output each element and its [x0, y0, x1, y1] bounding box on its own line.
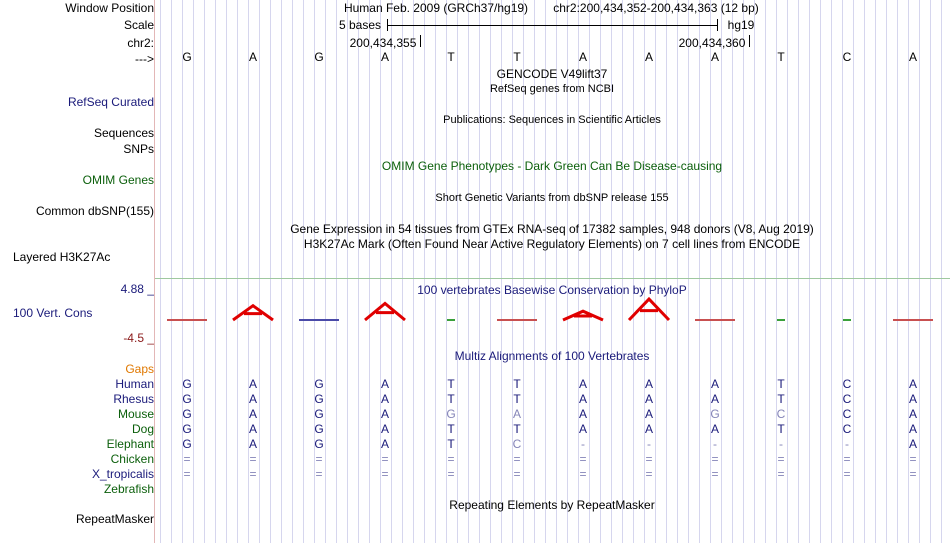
alignment-base: G: [314, 392, 324, 406]
alignment-base: =: [447, 452, 455, 466]
phylop-score-mark: [167, 319, 207, 321]
alignment-base: G: [182, 422, 192, 436]
species-label[interactable]: X_tropicalis: [91, 467, 154, 481]
coord-right-text: 200,434,360: [678, 36, 746, 50]
species-label[interactable]: Rhesus: [113, 392, 154, 406]
reference-base: A: [908, 50, 917, 64]
phylop-score-mark: [563, 311, 603, 320]
alignment-base: =: [315, 467, 323, 481]
grid-line: [336, 0, 337, 543]
phylop-score-mark: [497, 319, 537, 321]
grid-line: [402, 0, 403, 543]
genome-text: hg19: [727, 18, 755, 32]
omim-title[interactable]: OMIM Gene Phenotypes - Dark Green Can Be Disease-causing: [381, 159, 723, 173]
alignment-base: A: [248, 407, 257, 421]
alignment-base: G: [314, 422, 324, 436]
refseq-title[interactable]: RefSeq genes from NCBI: [489, 83, 615, 95]
grid-line: [831, 0, 832, 543]
alignment-base: =: [381, 452, 389, 466]
alignment-base: A: [578, 392, 587, 406]
grid-line: [666, 0, 667, 543]
grid-line: [886, 0, 887, 543]
alignment-base: =: [843, 452, 851, 466]
alignment-base: C: [842, 392, 852, 406]
alignment-base: =: [249, 452, 257, 466]
alignment-base: =: [381, 467, 389, 481]
phylop-score-mark: [695, 319, 735, 321]
reference-base: A: [710, 50, 719, 64]
alignment-base: A: [908, 422, 917, 436]
phylop-score-mark: [365, 304, 405, 321]
alignment-base: T: [513, 392, 521, 406]
alignment-base: =: [579, 467, 587, 481]
scale-label: Scale: [123, 18, 154, 32]
alignment-base: -: [713, 437, 717, 451]
alignment-base: G: [182, 437, 192, 451]
alignment-base: =: [447, 467, 455, 481]
grid-line: [413, 0, 414, 543]
grid-line: [424, 0, 425, 543]
grid-line: [215, 0, 216, 543]
alignment-base: =: [645, 452, 653, 466]
phylop-score-mark: [233, 306, 273, 320]
alignment-base: A: [908, 392, 917, 406]
species-label[interactable]: Chicken: [110, 452, 154, 466]
gtex-title[interactable]: Gene Expression in 54 tissues from GTEx RNA-seq of 17382 samples, 948 donors (V8, Aug 2019): [290, 222, 814, 236]
alignment-base: A: [644, 377, 653, 391]
alignment-base: T: [447, 437, 455, 451]
species-label[interactable]: Zebrafish: [103, 482, 154, 496]
window-position-label: Window Position: [65, 1, 154, 15]
alignment-base: A: [710, 422, 719, 436]
alignment-base: =: [711, 452, 719, 466]
grid-line: [897, 0, 898, 543]
assembly-text: Human Feb. 2009 (GRCh37/hg19): [343, 1, 529, 15]
alignment-base: A: [248, 377, 257, 391]
alignment-base: =: [513, 452, 521, 466]
alignment-base: A: [380, 437, 389, 451]
alignment-base: G: [182, 377, 192, 391]
alignment-base: T: [777, 392, 785, 406]
grid-line: [292, 0, 293, 543]
alignment-base: A: [512, 407, 521, 421]
track-label-column: [0, 0, 154, 543]
grid-line: [754, 0, 755, 543]
grid-line: [226, 0, 227, 543]
grid-line: [941, 0, 942, 543]
alignment-base: =: [645, 467, 653, 481]
alignment-base: A: [578, 407, 587, 421]
grid-line: [875, 0, 876, 543]
species-label[interactable]: Elephant: [106, 437, 154, 451]
phylop-score-mark: [447, 319, 455, 321]
dbsnp-title[interactable]: Short Genetic Variants from dbSNP release 155: [435, 192, 669, 204]
grid-line: [347, 0, 348, 543]
track-separator: [155, 278, 950, 279]
grid-line: [281, 0, 282, 543]
scale-text: 5 bases: [338, 18, 382, 32]
grid-line: [358, 0, 359, 543]
alignment-base: -: [581, 437, 585, 451]
alignment-base: T: [513, 422, 521, 436]
publications-title[interactable]: Publications: Sequences in Scientific Articles: [443, 114, 661, 126]
alignment-base: A: [908, 377, 917, 391]
track-label-dbsnp[interactable]: Common dbSNP(155): [35, 204, 154, 218]
phylop-score-mark: [777, 319, 785, 321]
phylop-score-mark: [299, 319, 339, 321]
alignment-base: A: [248, 392, 257, 406]
grid-line: [820, 0, 821, 543]
alignment-base: -: [647, 437, 651, 451]
alignment-base: T: [447, 377, 455, 391]
position-text: chr2:200,434,352-200,434,363 (12 bp): [553, 1, 759, 15]
alignment-base: C: [842, 377, 852, 391]
alignment-base: C: [776, 407, 786, 421]
repeatmasker-title[interactable]: Repeating Elements by RepeatMasker: [449, 498, 655, 512]
alignment-base: G: [710, 407, 720, 421]
coord-left-text: 200,434,355: [349, 36, 417, 50]
grid-line: [732, 0, 733, 543]
alignment-base: =: [183, 452, 191, 466]
alignment-base: A: [248, 422, 257, 436]
alignment-base: A: [710, 392, 719, 406]
grid-line: [798, 0, 799, 543]
coord-left-tick: [420, 35, 421, 47]
grid-line: [677, 0, 678, 543]
alignment-base: =: [249, 467, 257, 481]
alignment-base: =: [711, 467, 719, 481]
alignment-base: =: [843, 467, 851, 481]
track-label-h3k27ac[interactable]: Layered H3K27Ac: [13, 250, 111, 264]
alignment-base: =: [909, 452, 917, 466]
alignment-base: =: [183, 467, 191, 481]
grid-line: [633, 0, 634, 543]
phylop-score-mark: [893, 319, 933, 321]
alignment-base: -: [845, 437, 849, 451]
reference-base: T: [447, 50, 455, 64]
track-label-repeatmasker[interactable]: RepeatMasker: [75, 512, 154, 526]
alignment-base: G: [314, 437, 324, 451]
grid-line: [160, 0, 161, 543]
alignment-base: A: [380, 392, 389, 406]
grid-line: [864, 0, 865, 543]
alignment-base: A: [644, 422, 653, 436]
grid-line: [303, 0, 304, 543]
alignment-base: G: [182, 392, 192, 406]
gencode-title[interactable]: GENCODE V49lift37: [496, 67, 608, 81]
alignment-base: G: [446, 407, 456, 421]
alignment-base: =: [909, 467, 917, 481]
alignment-base: T: [447, 422, 455, 436]
track-label-snps[interactable]: SNPs: [123, 142, 154, 156]
track-label-omim[interactable]: OMIM Genes: [82, 173, 154, 187]
alignment-base: A: [380, 422, 389, 436]
alignment-base: G: [314, 407, 324, 421]
alignment-base: =: [777, 452, 785, 466]
alignment-base: A: [578, 422, 587, 436]
grid-line: [468, 0, 469, 543]
alignment-base: =: [315, 452, 323, 466]
reference-base: T: [777, 50, 785, 64]
grid-line: [435, 0, 436, 543]
species-label[interactable]: Human: [115, 377, 154, 391]
phylop-score-mark: [843, 319, 851, 321]
grid-line: [204, 0, 205, 543]
alignment-base: A: [248, 437, 257, 451]
reference-base: A: [644, 50, 653, 64]
alignment-base: -: [779, 437, 783, 451]
alignment-base: A: [908, 437, 917, 451]
grid-line: [622, 0, 623, 543]
alignment-base: T: [447, 392, 455, 406]
alignment-base: T: [777, 377, 785, 391]
grid-line: [809, 0, 810, 543]
alignment-base: A: [380, 407, 389, 421]
track-label-vert-cons[interactable]: 100 Vert. Cons: [13, 306, 93, 320]
alignment-base: G: [314, 377, 324, 391]
grid-line: [171, 0, 172, 543]
species-label[interactable]: Dog: [131, 422, 154, 436]
cons-max-label: 4.88 _: [120, 282, 154, 296]
reference-base: T: [513, 50, 521, 64]
alignment-base: G: [182, 407, 192, 421]
alignment-base: A: [380, 377, 389, 391]
alignment-base: =: [579, 452, 587, 466]
alignment-base: T: [777, 422, 785, 436]
alignment-base: C: [842, 407, 852, 421]
reference-base: G: [182, 50, 192, 64]
reference-base: G: [314, 50, 324, 64]
phylop-title[interactable]: 100 vertebrates Basewise Conservation by PhyloP: [417, 283, 687, 297]
alignment-base: =: [513, 467, 521, 481]
track-label-sequences[interactable]: Sequences: [93, 126, 154, 140]
track-label-gaps[interactable]: Gaps: [125, 362, 154, 376]
grid-line: [743, 0, 744, 543]
phylop-conservation-plot[interactable]: [155, 296, 950, 324]
reference-base: A: [578, 50, 587, 64]
coord-right-tick: [749, 35, 750, 47]
species-label[interactable]: Mouse: [117, 407, 154, 421]
chrom-label: chr2:: [127, 36, 154, 50]
h3k27ac-title[interactable]: H3K27Ac Mark (Often Found Near Active Regulatory Elements) on 7 cell lines from ENCODE: [303, 237, 801, 251]
cons-min-label: -4.5 _: [123, 331, 154, 345]
alignment-base: C: [842, 422, 852, 436]
alignment-base: T: [513, 377, 521, 391]
alignment-base: A: [644, 392, 653, 406]
alignment-base: C: [512, 437, 522, 451]
grid-line: [765, 0, 766, 543]
alignment-base: A: [908, 407, 917, 421]
grid-line: [479, 0, 480, 543]
alignment-base: A: [710, 377, 719, 391]
grid-line: [237, 0, 238, 543]
multiz-title[interactable]: Multiz Alignments of 100 Vertebrates: [454, 349, 650, 363]
grid-line: [369, 0, 370, 543]
grid-line: [270, 0, 271, 543]
reference-base: C: [842, 50, 852, 64]
alignment-base: A: [644, 407, 653, 421]
grid-line: [688, 0, 689, 543]
grid-line: [699, 0, 700, 543]
track-label-refseq[interactable]: RefSeq Curated: [67, 95, 154, 109]
alignment-base: =: [777, 467, 785, 481]
reference-base: A: [248, 50, 257, 64]
grid-line: [930, 0, 931, 543]
reference-base: A: [380, 50, 389, 64]
phylop-score-mark: [629, 299, 669, 320]
label-divider: [154, 0, 155, 543]
alignment-base: A: [578, 377, 587, 391]
strand-label: --->: [135, 52, 154, 66]
scale-bar: [387, 18, 718, 32]
